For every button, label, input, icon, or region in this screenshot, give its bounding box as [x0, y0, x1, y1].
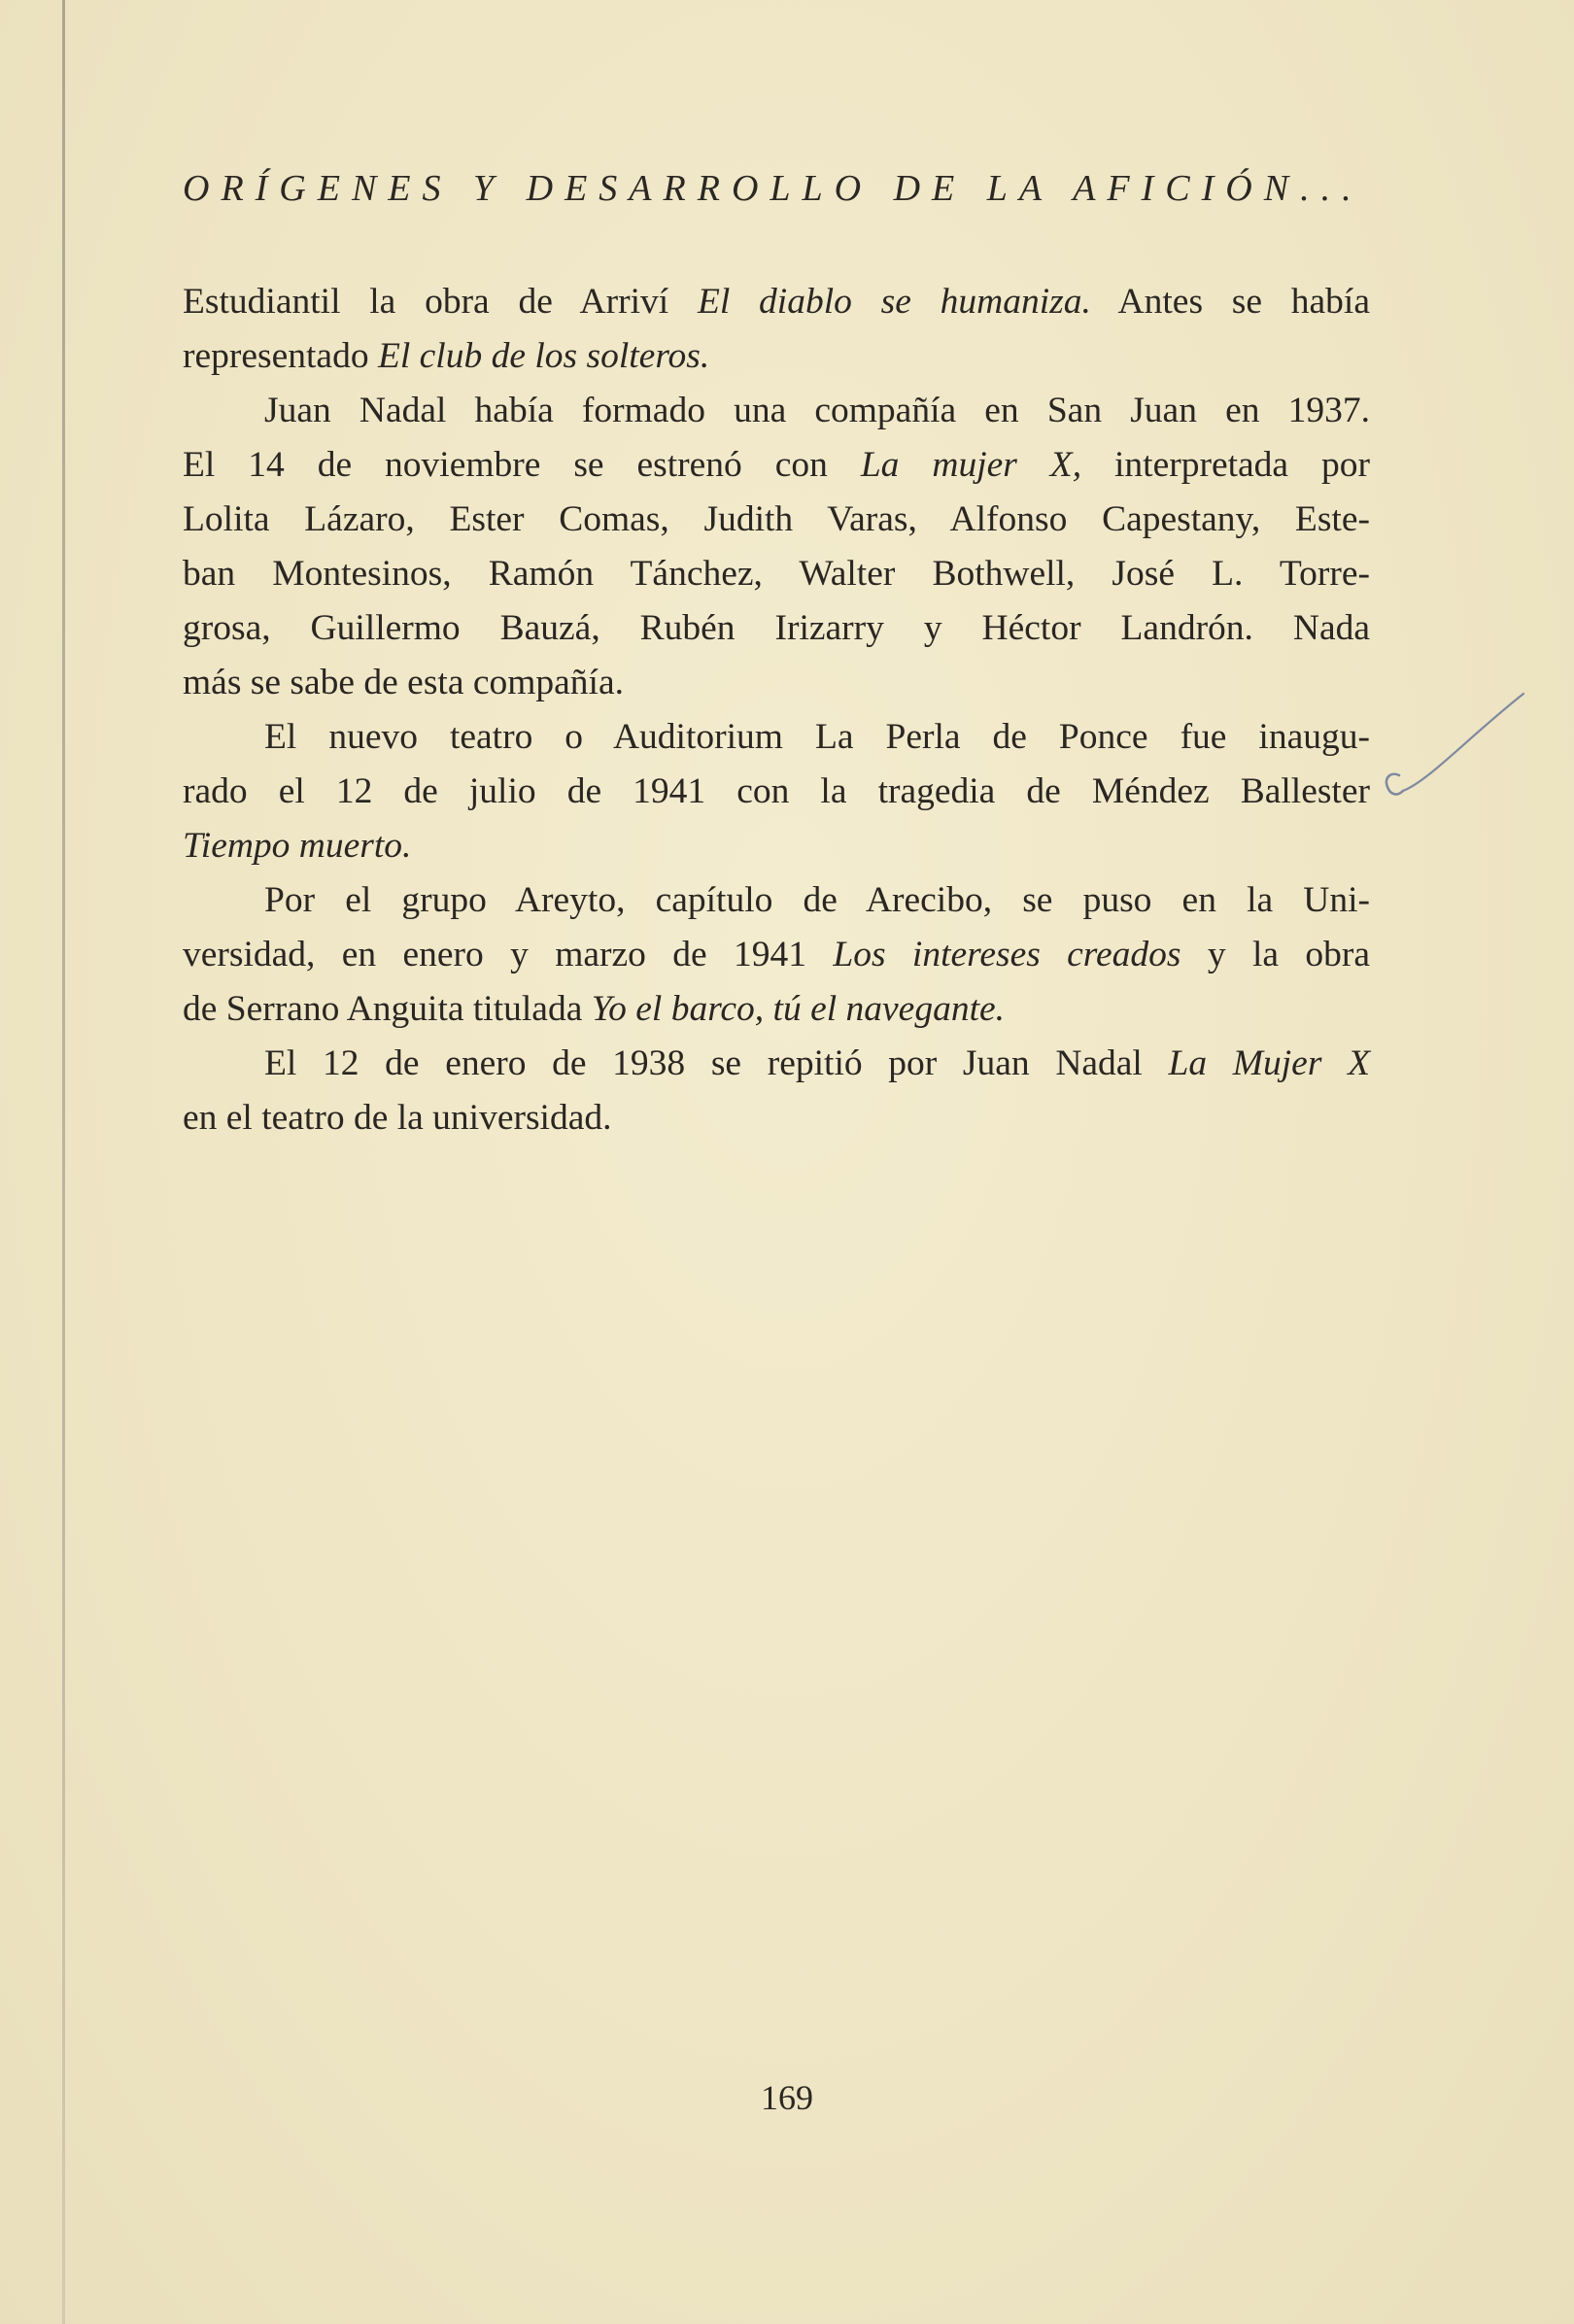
body-text: [183, 275, 1370, 1145]
text-line: [183, 873, 1370, 928]
text-run: en el teatro de la universidad.: [183, 1098, 612, 1138]
text-line: [183, 275, 1370, 329]
text-line: [183, 982, 1370, 1037]
italic-title: Tiempo muerto.: [183, 826, 412, 866]
text-line: [183, 329, 1370, 384]
text-run: versidad, en enero y marzo de 1941: [183, 935, 834, 974]
italic-title: La mujer X,: [860, 445, 1082, 485]
italic-title: El club de los solteros.: [377, 336, 710, 376]
italic-title: Los intereses creados: [833, 935, 1181, 974]
paragraph: [183, 710, 1370, 873]
text-run: Estudiantil la obra de Arriví: [183, 282, 698, 322]
text-run: Lolita Lázaro, Ester Comas, Judith Varas, Alfonso Capestany, Este-: [183, 499, 1370, 539]
text-line: [183, 601, 1370, 656]
text-line: [183, 819, 1370, 873]
text-line: [183, 710, 1370, 765]
text-line: [183, 547, 1370, 601]
page-edge-shadow: [62, 0, 65, 2324]
text-run: grosa, Guillermo Bauzá, Rubén Irizarry y Héctor Landrón. Nada: [183, 608, 1370, 648]
text-run: de Serrano Anguita titulada: [183, 989, 592, 1029]
text-line: [183, 384, 1370, 438]
italic-title: Yo el barco, tú el navegante.: [591, 989, 1006, 1029]
text-run: y la obra: [1180, 935, 1370, 974]
text-line: [183, 928, 1370, 982]
text-run: El nuevo teatro o Auditorium La Perla de Ponce fue inaugu-: [264, 717, 1370, 757]
paragraph: [183, 275, 1370, 384]
paragraph: [183, 1037, 1370, 1145]
text-run: rado el 12 de julio de 1941 con la tragedia de Méndez Ballester: [183, 771, 1370, 811]
paragraph: [183, 873, 1370, 1037]
text-run: interpretada por: [1081, 445, 1370, 485]
text-line: [183, 438, 1370, 493]
text-run: Por el grupo Areyto, capítulo de Arecibo, se puso en la Uni-: [264, 880, 1370, 920]
italic-title: La Mujer X: [1168, 1043, 1370, 1083]
text-line: [183, 656, 1370, 710]
page-number: 169: [761, 2078, 813, 2117]
text-run: ban Montesinos, Ramón Tánchez, Walter Bothwell, José L. Torre-: [183, 554, 1370, 594]
text-line: [183, 765, 1370, 819]
text-run: Juan Nadal había formado una compañía en San Juan en 1937.: [264, 391, 1370, 430]
text-run: representado: [183, 336, 378, 376]
italic-title: El diablo se humaniza.: [697, 282, 1091, 322]
handwritten-margin-mark: [1360, 680, 1535, 816]
text-run: Antes se había: [1090, 282, 1370, 322]
text-run: más se sabe de esta compañía.: [183, 663, 624, 702]
text-line: [183, 1091, 1370, 1145]
running-head: ORÍGENES Y DESARROLLO DE LA AFICIÓN...: [183, 168, 1363, 209]
text-line: [183, 1037, 1370, 1091]
text-run: El 12 de enero de 1938 se repitió por Juan Nadal: [264, 1043, 1169, 1083]
paragraph: [183, 384, 1370, 710]
text-run: El 14 de noviembre se estrenó con: [183, 445, 861, 485]
text-line: [183, 493, 1370, 547]
